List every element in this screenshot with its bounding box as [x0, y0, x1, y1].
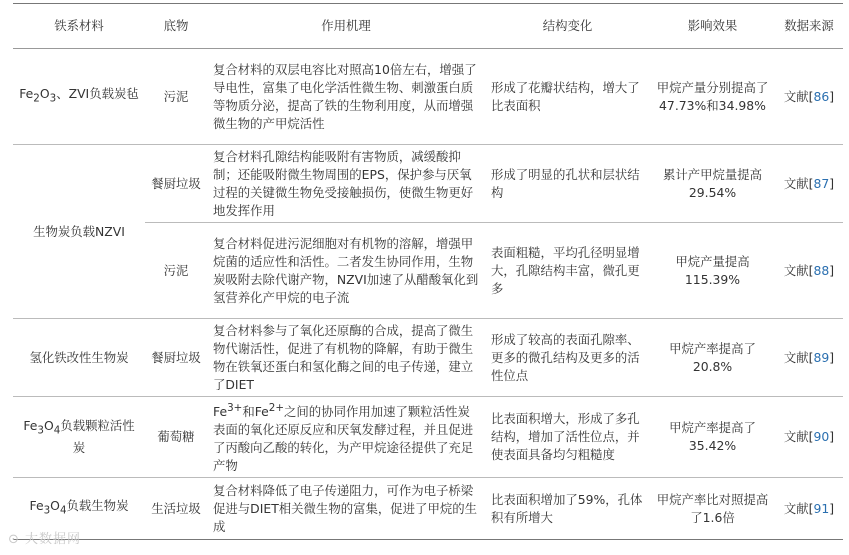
substrate-cell: 葡萄糖	[157, 429, 195, 445]
reference-link[interactable]: 87	[813, 175, 830, 191]
effect-cell: 甲烷产率提高了20.8%	[669, 340, 756, 374]
structure-cell: 形成了较高的表面孔隙率、更多的微孔结构及更多的活性位点	[491, 331, 640, 383]
table-row	[13, 319, 843, 397]
reference-link[interactable]: 90	[813, 429, 830, 445]
source-cell: 文献[86]	[783, 88, 835, 104]
material-cell: 氢化铁改性生物炭	[29, 349, 129, 365]
structure-cell: 比表面积增大，形成了多孔结构，增加了活性位点，并使表面具备均匀粗糙度	[491, 411, 640, 463]
mechanism-cell: 复合材料促进污泥细胞对有机物的溶解，增强甲烷菌的适应性和活性。二者发生协同作用，生物炭吸附去除代谢产物，NZVI加速了从醋酸氧化到氢营养化产甲烷的电子流	[213, 235, 479, 305]
reference-link[interactable]: 89	[813, 349, 830, 365]
source-cell: 文献[91]	[783, 500, 835, 516]
header-source: 数据来源	[784, 18, 834, 33]
header-material: 铁系材料	[54, 18, 104, 33]
structure-cell: 比表面积增加了59%，孔体积有所增大	[491, 491, 643, 525]
effect-cell: 甲烷产率比对照提高了1.6倍	[656, 491, 769, 525]
table-row	[13, 478, 843, 540]
substrate-cell: 污泥	[163, 262, 189, 278]
header-mechanism: 作用机理	[321, 18, 371, 33]
source-cell: 文献[87]	[775, 145, 843, 223]
watermark-logo-icon: ⊙	[8, 532, 20, 547]
material-cell: $Fe_3O_4$负载颗粒活性炭	[23, 417, 135, 456]
mechanism-cell: 复合材料的双层电容比对照高10倍左右，增强了导电性，富集了电化学活性微生物、刺激蛋白质等物质分泌，提高了铁的生物利用度，从而增强微生物的产甲烷活性	[213, 61, 477, 131]
reference-link[interactable]: 86	[813, 88, 830, 104]
mechanism-cell: 复合材料孔隙结构能吸附有害物质，减缓酸抑制；还能吸附微生物周围的EPS，保护参与厌氧过程的关键微生物免受接触损伤，使微生物更好地发挥作用	[207, 145, 485, 223]
effect-cell: 甲烷产率提高了35.42%	[669, 420, 756, 454]
material-cell: $Fe_3O_4$负载生物炭	[29, 498, 129, 517]
table-row	[13, 397, 843, 478]
header-effect: 影响效果	[687, 18, 738, 33]
table-row	[13, 145, 843, 223]
substrate-cell: 餐厨垃圾	[145, 145, 207, 223]
watermark	[8, 528, 81, 547]
table-row	[13, 49, 843, 145]
reference-link[interactable]: 88	[813, 262, 830, 278]
header-structure: 结构变化	[542, 18, 593, 33]
source-cell: 文献[89]	[783, 349, 835, 365]
mechanism-cell: $Fe^{3+}$和$Fe^{2+}$之间的协同作用加速了颗粒活性炭表面的氧化还原反应和厌氧发酵过程，并且促进了丙酸向乙酸的转化，为产甲烷途径提供了充足产物	[213, 402, 474, 474]
source-cell: 文献[88]	[783, 262, 835, 278]
reference-link[interactable]: 91	[813, 500, 830, 516]
effect-cell: 甲烷产量分别提高了47.73%和34.98%	[656, 79, 769, 113]
effect-cell: 甲烷产量提高115.39%	[675, 253, 750, 287]
structure-cell: 表面粗糙，平均孔径明显增大，孔隙结构丰富，微孔更多	[491, 244, 640, 296]
mechanism-cell: 复合材料降低了电子传递阻力，可作为电子桥梁促进与DIET相关微生物的富集，促进了甲烷的生成	[213, 482, 478, 534]
substrate-cell: 生活垃圾	[151, 500, 201, 516]
structure-cell: 形成了花瓣状结构，增大了比表面积	[491, 79, 640, 113]
header-row	[13, 4, 843, 49]
substrate-cell: 污泥	[163, 88, 189, 104]
substrate-cell: 餐厨垃圾	[151, 349, 201, 365]
structure-cell: 形成了明显的孔状和层状结构	[485, 145, 650, 223]
materials-table	[13, 3, 843, 540]
watermark-text: 大数据网	[25, 532, 82, 547]
source-cell: 文献[90]	[783, 429, 835, 445]
mechanism-cell: 复合材料参与了氧化还原酶的合成，提高了微生物代谢活性，促进了有机物的降解，有助于微生物在铁氧还蛋白和氢化酶之间的电子传递，建立了DIET	[213, 322, 474, 392]
material-cell: 生物炭负载NZVI	[33, 223, 125, 239]
header-substrate: 底物	[163, 18, 189, 33]
effect-cell: 累计产甲烷量提高29.54%	[650, 145, 775, 223]
material-cell: $Fe_2O_3$、ZVI负载炭毡	[19, 86, 139, 105]
